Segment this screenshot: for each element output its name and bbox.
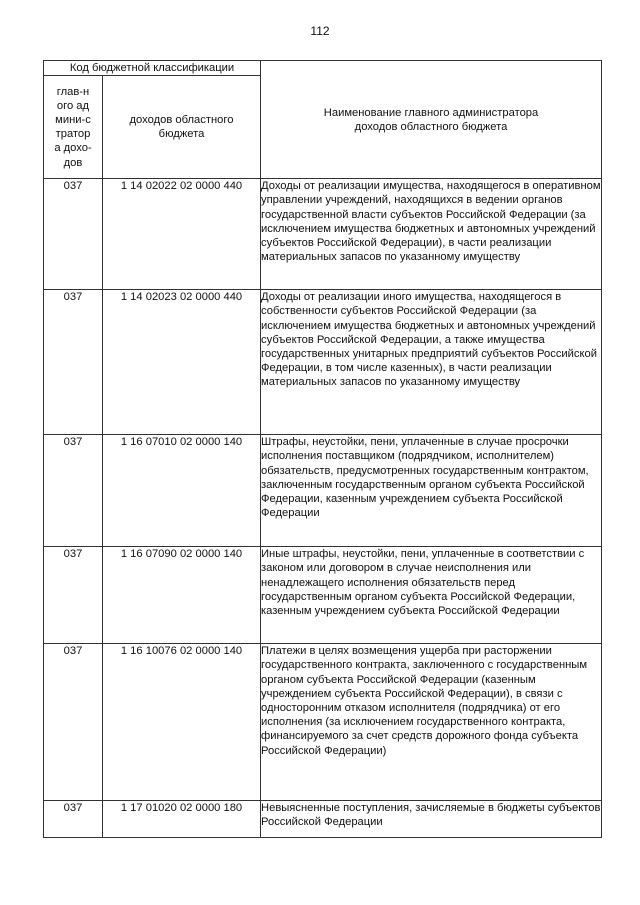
page-number: 112: [310, 24, 330, 38]
admin-code-cell: 037: [44, 435, 103, 547]
table-row: [44, 547, 602, 644]
admin-code-cell: 037: [44, 290, 103, 435]
header-regional-budget-income-label: доходов областного бюджета: [129, 114, 234, 141]
header-administrator-name-label: Наименование главного администратора доходов областного бюджета: [323, 106, 539, 133]
income-name-cell: Невыясненные поступления, зачисляемые в бюджеты субъектов Российской Федерации: [261, 801, 602, 838]
table-row: [44, 644, 602, 801]
income-name-cell: Штрафы, неустойки, пени, уплаченные в случае просрочки исполнения поставщиком (подрядчиком, исполнителем) обязательств, предусмотренных государственным контрактом, заключенным государственным органом субъекта Российской Федерации, казенным учреждением субъекта Российской Федерации: [261, 435, 602, 547]
income-code-cell: 1 14 02023 02 0000 440: [103, 290, 261, 435]
income-code-cell: 1 16 07090 02 0000 140: [103, 547, 261, 644]
admin-code-cell: 037: [44, 547, 103, 644]
table-row: [44, 435, 602, 547]
income-name-cell: Иные штрафы, неустойки, пени, уплаченные в соответствии с законом или договором в случае неисполнения или ненадлежащего исполнения обязательств перед государственным органом субъекта Российской Федерации, казенным учреждением субъекта Российской Федерации: [261, 547, 602, 644]
header-administrator-name: [261, 61, 602, 179]
admin-code-cell: 037: [44, 644, 103, 801]
income-name-cell: Платежи в целях возмещения ущерба при расторжении государственного контракта, заключенного с государственным органом субъекта Российской Федерации (казенным учреждением субъекта Российской Федерации), в связи с односторонним отказом исполнителя (подрядчика) от его исполнения (за исключением государственного контракта, финансируемого за счет средств дорожного фонда субъекта Российской Федерации): [261, 644, 602, 801]
header-budget-classification-code: Код бюджетной классификации: [44, 61, 261, 76]
admin-code-cell: 037: [44, 179, 103, 290]
income-code-cell: 1 14 02022 02 0000 440: [103, 179, 261, 290]
income-code-cell: 1 16 10076 02 0000 140: [103, 644, 261, 801]
header-main-administrator: [44, 76, 103, 179]
table-row: [44, 290, 602, 435]
admin-code-cell: 037: [44, 801, 103, 838]
income-name-cell: Доходы от реализации иного имущества, находящегося в собственности субъектов Российской Федерации (за исключением имущества бюджетных и автономных учреждений субъектов Российской Федерации, а также имущества государственных унитарных предприятий субъектов Российской Федерации, в том числе казенных), в части реализации материальных запасов по указанному имуществу: [261, 290, 602, 435]
table-row: [44, 801, 602, 838]
header-main-administrator-label: глав-ного админи-стратора дохо-дов: [54, 85, 92, 169]
income-code-cell: 1 17 01020 02 0000 180: [103, 801, 261, 838]
header-regional-budget-income: [103, 76, 261, 179]
table-row: [44, 179, 602, 290]
income-code-cell: 1 16 07010 02 0000 140: [103, 435, 261, 547]
income-name-cell: Доходы от реализации имущества, находящегося в оперативном управлении учреждений, находящихся в ведении органов государственной власти субъектов Российской Федерации (за исключением имущества бюджетных и автономных учреждений субъектов Российской Федерации), в части реализации материальных запасов по указанному имуществу: [261, 179, 602, 290]
budget-classification-table: [43, 60, 602, 838]
